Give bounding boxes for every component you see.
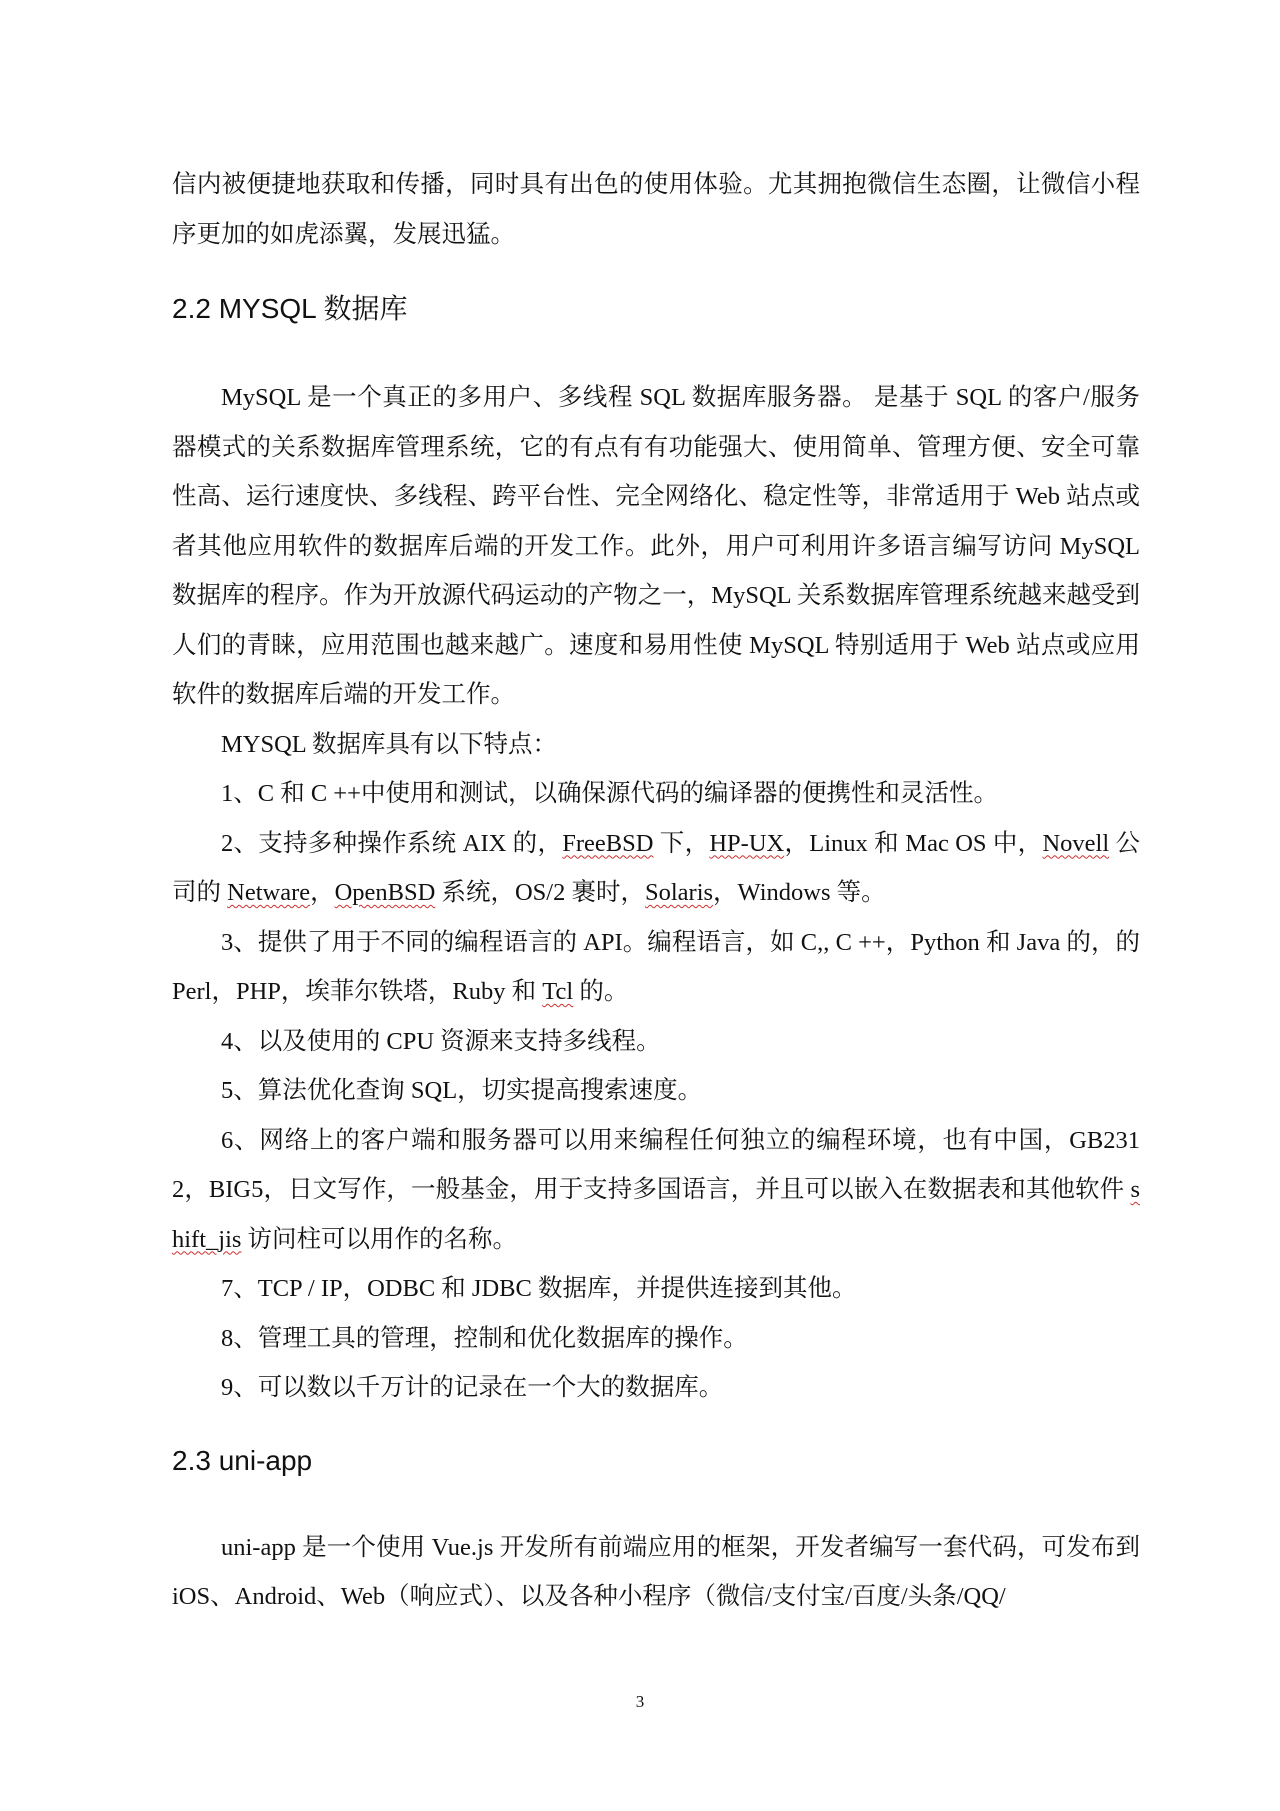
feature-item-3 [172,918,1140,1017]
feature-item-7: 7、TCP / IP，ODBC 和 JDBC 数据库，并提供连接到其他。 [221,1275,857,1302]
feature-2-text-4: 公司的 [172,829,1141,906]
feature-2-text-5: ， [310,879,335,906]
mysql-features-intro: MYSQL 数据库具有以下特点： [221,730,557,758]
spellcheck-word-netware: Netware [227,879,311,906]
feature-item-8: 8、管理工具的管理，控制和优化数据库的操作。 [221,1324,748,1352]
feature-6-text-1: 6、网络上的客户端和服务器可以用来编程任何独立的编程环境，也有中国，GB2312，BIG5，日文写作，一般基金，用于支持多国语言，并且可以嵌入在数据表和其他软件 [172,1126,1140,1203]
page-number: 3 [635,1692,645,1711]
feature-6-text-2: 访问柱可以用作的名称。 [241,1225,518,1253]
spellcheck-word-freebsd: FreeBSD [562,829,654,857]
spellcheck-word-tcl: Tcl [542,978,574,1005]
section-heading-mysql: 2.2 MYSQL 数据库 [172,293,408,324]
feature-item-2 [172,819,1140,918]
feature-2-text-7: ，Windows 等。 [713,879,886,906]
intro-paragraph: 信内被便捷地获取和传播，同时具有出色的使用体验。尤其拥抱微信生态圈，让微信小程序更加的如虎添翼，发展迅猛。 [172,171,1140,248]
spellcheck-word-hpux: HP-UX [709,829,785,857]
section-heading-uniapp: 2.3 uni-app [172,1444,313,1476]
uniapp-paragraph: uni-app 是一个使用 Vue.js 开发所有前端应用的框架，开发者编写一套代码，可发布到 iOS、Android、Web（响应式）、以及各种小程序（微信/支付宝/百度/头条/QQ/ [172,1533,1140,1610]
feature-2-text-3: ，Linux 和 Mac OS 中， [784,829,1043,857]
spellcheck-word-shift-jis: shift_jis [172,1176,1140,1253]
feature-2-text-6: 系统，OS/2 裹时， [435,879,645,906]
document-page [172,160,1140,1622]
feature-item-1: 1、C 和 C ++中使用和测试，以确保源代码的编译器的便携性和灵活性。 [221,780,998,807]
feature-3-text-1: 3、提供了用于不同的编程语言的 API。编程语言，如 C,, C ++，Python 和 Java 的，的 Perl，PHP，埃菲尔铁塔，Ruby 和 [172,928,1140,1005]
feature-2-text-2: 下， [653,829,710,857]
mysql-intro-paragraph: MySQL 是一个真正的多用户、多线程 SQL 数据库服务器。 是基于 SQL 的客户/服务器模式的关系数据库管理系统，它的有点有有功能强大、使用简单、管理方便、安全可靠性高、运行速度快、多线程、跨平台性、完全网络化、稳定性等，非常适用于 Web 站点或者其他应用软件的数据库后端的开发工作。此外，用户可利用许多语言编写访问 MySQL 数据库的程序。作为开放源代码运动的产物之一，MySQL 关系数据库管理系统越来越受到人们的青睐，应用范围也越来越广。速度和易用性使 MySQL 特别适用于 Web 站点或应用软件的数据库后端的开发工作。 [172,384,1140,708]
spellcheck-word-solaris: Solaris [644,879,714,906]
spellcheck-word-openbsd: OpenBSD [334,879,436,906]
spellcheck-word-novell: Novell [1042,829,1110,857]
feature-2-text-1: 2、支持多种操作系统 AIX 的， [221,829,563,857]
feature-item-6 [172,1116,1140,1265]
feature-item-9: 9、可以数以千万计的记录在一个大的数据库。 [221,1374,724,1401]
feature-3-text-2: 的。 [573,978,629,1005]
feature-item-4: 4、以及使用的 CPU 资源来支持多线程。 [221,1027,661,1055]
feature-item-5: 5、算法优化查询 SQL，切实提高搜索速度。 [221,1077,703,1104]
